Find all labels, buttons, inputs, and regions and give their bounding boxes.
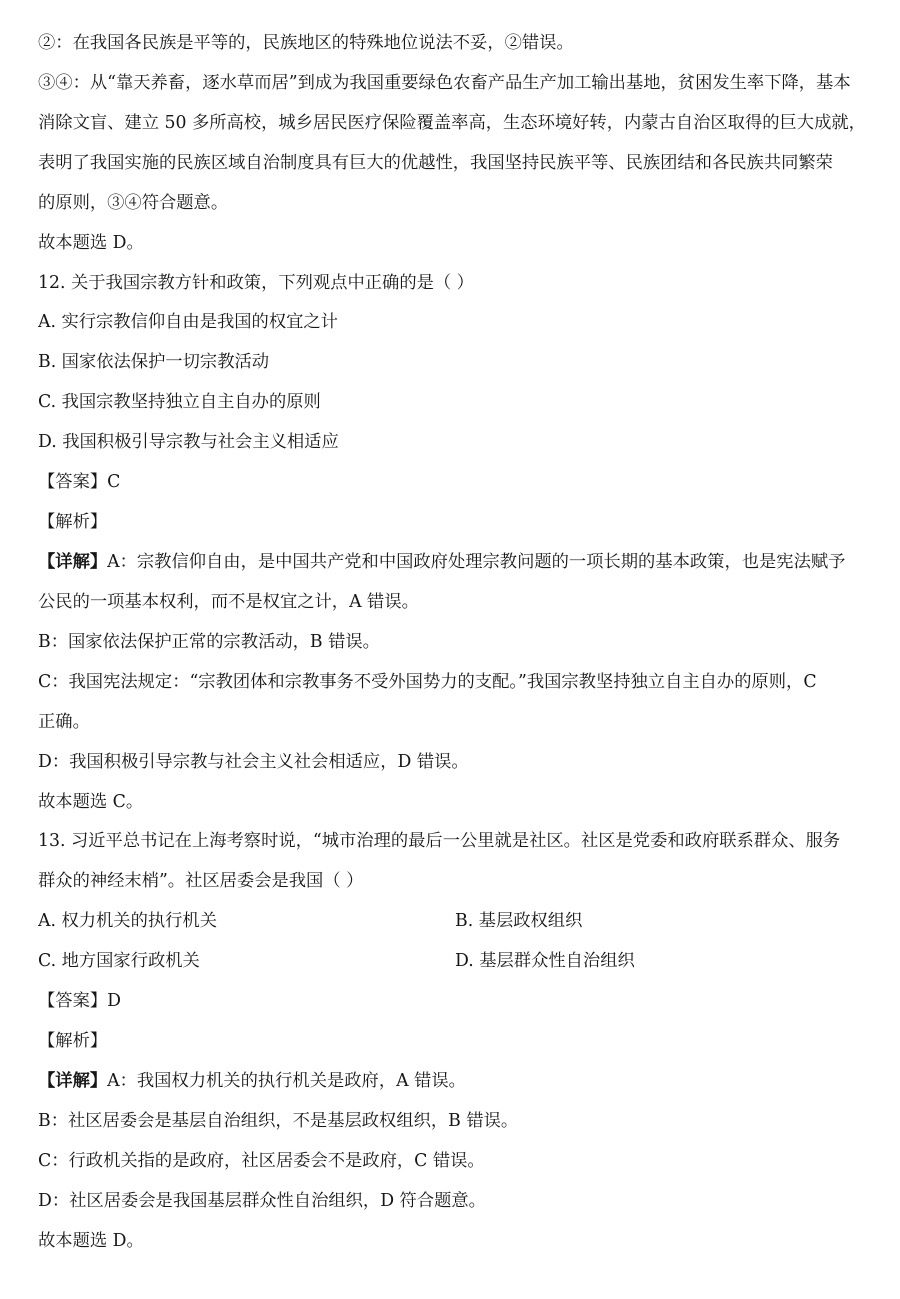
q11-analysis-line: 表明了我国实施的民族区域自治制度具有巨大的优越性，我国坚持民族平等、民族团结和各民族共同繁荣 xyxy=(38,152,833,173)
q12-detail-line: D：我国积极引导宗教与社会主义社会相适应，D 错误。 xyxy=(38,751,469,772)
q12-option-a: A. 实行宗教信仰自由是我国的权宜之计 xyxy=(38,312,338,333)
q11-analysis-line: ③④：从“靠天养畜，逐水草而居”到成为我国重要绿色农畜产品生产加工输出基地，贫困发生率下降，基本 xyxy=(38,72,851,93)
q13-option-b: B. 基层政权组织 xyxy=(455,911,583,932)
q13-stem-line: 群众的神经末梢”。社区居委会是我国（ ） xyxy=(38,871,364,892)
q13-stem-line: 13. 习近平总书记在上海考察时说，“城市治理的最后一公里就是社区。社区是党委和政府联系群众、服务 xyxy=(38,831,841,852)
q12-option-b: B. 国家依法保护一切宗教活动 xyxy=(38,352,270,373)
q12-detail-line: B：国家依法保护正常的宗教活动，B 错误。 xyxy=(38,631,380,652)
q13-option-c: C. 地方国家行政机关 xyxy=(38,951,200,972)
q12-conclusion: 故本题选 C。 xyxy=(38,791,144,812)
q12-detail-line: C：我国宪法规定：“宗教团体和宗教事务不受外国势力的支配。”我国宗教坚持独立自主自办的原则，C xyxy=(38,671,817,692)
q11-analysis xyxy=(38,24,880,264)
q12-option-c: C. 我国宗教坚持独立自主自办的原则 xyxy=(38,392,321,413)
q13-option-a: A. 权力机关的执行机关 xyxy=(38,911,217,932)
q11-analysis-line: 的原则，③④符合题意。 xyxy=(38,192,229,213)
q13-answer: 【答案】D xyxy=(38,991,121,1012)
q11-analysis-line: 消除文盲、建立 50 多所高校，城乡居民医疗保险覆盖率高，生态环境好转，内蒙古自治区取得的巨大成就， xyxy=(38,112,866,133)
q12-detail-label: 【详解】 xyxy=(38,551,108,572)
q13-detail-text: A：我国权力机关的执行机关是政府，A 错误。 xyxy=(107,1070,466,1091)
q13-detail-line xyxy=(38,1062,880,1102)
q12-detail-text: A：宗教信仰自由，是中国共产党和中国政府处理宗教问题的一项长期的基本政策，也是宪法赋予 xyxy=(107,551,846,572)
q12-answer: 【答案】C xyxy=(38,472,121,493)
q13-detail-line: B：社区居委会是基层自治组织，不是基层政权组织，B 错误。 xyxy=(38,1110,519,1131)
q12-detail-line: 公民的一项基本权利，而不是权宜之计，A 错误。 xyxy=(38,591,419,612)
q13-detail-label: 【详解】 xyxy=(38,1070,108,1091)
q13-options-row xyxy=(38,902,880,942)
q11-conclusion: 故本题选 D。 xyxy=(38,232,144,253)
q13-conclusion: 故本题选 D。 xyxy=(38,1230,144,1251)
q13-option-d: D. 基层群众性自治组织 xyxy=(455,951,635,972)
q13-options-row xyxy=(38,942,880,982)
q13-analysis-heading: 【解析】 xyxy=(38,1031,108,1052)
question-12 xyxy=(38,264,880,823)
q12-option-d: D. 我国积极引导宗教与社会主义相适应 xyxy=(38,432,339,453)
q12-detail-line xyxy=(38,543,880,583)
q12-detail-line: 正确。 xyxy=(38,711,90,732)
q12-analysis-heading: 【解析】 xyxy=(38,512,108,533)
q13-detail-line: C：行政机关指的是政府，社区居委会不是政府，C 错误。 xyxy=(38,1150,485,1171)
question-13 xyxy=(38,822,880,1261)
q11-analysis-line: ②：在我国各民族是平等的，民族地区的特殊地位说法不妥，②错误。 xyxy=(38,33,574,53)
q13-detail-line: D：社区居委会是我国基层群众性自治组织，D 符合题意。 xyxy=(38,1190,486,1211)
q12-stem: 12. 关于我国宗教方针和政策，下列观点中正确的是（ ） xyxy=(38,272,474,293)
